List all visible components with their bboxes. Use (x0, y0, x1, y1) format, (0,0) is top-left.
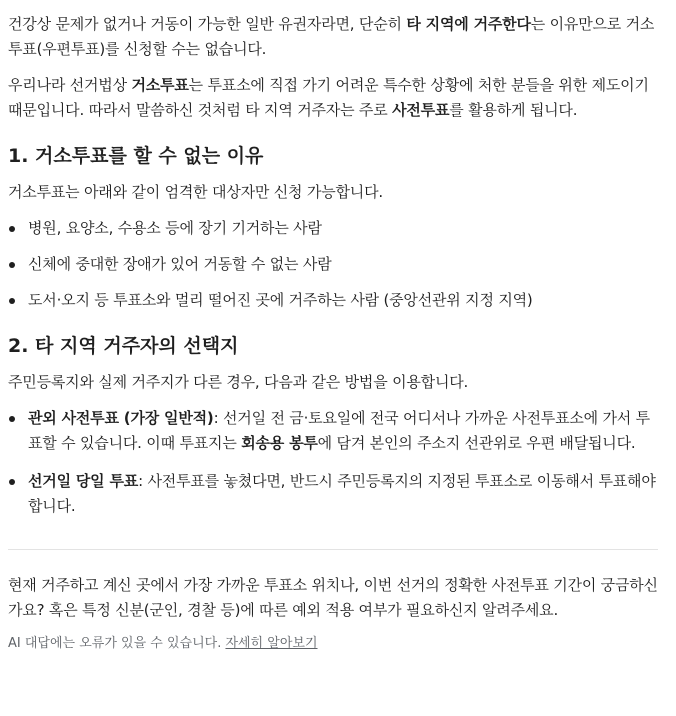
section-heading-1: 1. 거소투표를 할 수 없는 이유 (8, 145, 264, 167)
list-item (8, 252, 658, 277)
bullet-icon (9, 262, 15, 268)
bullet-icon (9, 416, 15, 422)
list-item-text: 병원, 요양소, 수용소 등에 장기 기거하는 사람 (28, 219, 322, 237)
section-intro-1: 거소투표는 아래와 같이 엄격한 대상자만 신청 가능합니다. (8, 183, 383, 201)
text: : 선거일 전 금·토요일에 전국 어디서나 가까운 사전투표소에 가서 투표할 수 있습니다. 이때 투표지는 (28, 409, 650, 452)
divider (8, 549, 658, 550)
bullet-list-1 (8, 216, 658, 313)
bullet-icon (9, 479, 15, 485)
disclaimer-text: AI 대답에는 오류가 있을 수 있습니다. (8, 636, 226, 651)
text: 에 담겨 본인의 주소지 선관위로 우편 배달됩니다. (317, 434, 636, 452)
intro-paragraph-2 (8, 73, 658, 123)
bullet-icon (9, 226, 15, 232)
list-item (8, 469, 658, 519)
bullet-list-2 (8, 406, 658, 519)
text: 는 투표소에 직접 가기 어려운 특수한 상황에 처한 분들을 위한 제도이기 때문입니다. 따라서 말씀하신 것처럼 타 지역 거주자는 주로 (8, 76, 649, 119)
list-item (8, 406, 658, 456)
text: 건강상 문제가 없거나 거동이 가능한 일반 유권자라면, 단순히 (8, 15, 407, 33)
list-item (8, 216, 658, 241)
emphasis-text: 회송용 봉투 (241, 434, 318, 452)
intro-paragraph-1 (8, 12, 658, 62)
list-item-text: 도서·오지 등 투표소와 멀리 떨어진 곳에 거주하는 사람 (중앙선관위 지정 지역) (28, 291, 533, 309)
emphasis-text: 선거일 당일 투표 (28, 472, 139, 490)
section-heading-2: 2. 타 지역 거주자의 선택지 (8, 335, 239, 357)
list-item (8, 288, 658, 313)
text: 를 활용하게 됩니다. (449, 101, 578, 119)
emphasis-text: 거소투표 (131, 76, 189, 94)
text: 는 이유만으로 거소투표(우편투표)를 신청할 수는 없습니다. (8, 15, 655, 58)
learn-more-link[interactable]: 자세히 알아보기 (225, 636, 318, 651)
emphasis-text: 사전투표 (392, 101, 450, 119)
bullet-icon (9, 298, 15, 304)
list-item-text: 신체에 중대한 장애가 있어 거동할 수 없는 사람 (28, 255, 332, 273)
section-intro-2: 주민등록지와 실제 거주지가 다른 경우, 다음과 같은 방법을 이용합니다. (8, 373, 469, 391)
followup-paragraph: 현재 거주하고 계신 곳에서 가장 가까운 투표소 위치나, 이번 선거의 정확한 사전투표 기간이 궁금하신가요? 혹은 특정 신분(군인, 경찰 등)에 따른 예외 적용 여부가 필요하신지 알려주세요. (8, 576, 658, 619)
text: 우리나라 선거법상 (8, 76, 132, 94)
text: : 사전투표를 놓쳤다면, 반드시 주민등록지의 지정된 투표소로 이동해서 투표해야 합니다. (28, 472, 656, 515)
emphasis-text: 관외 사전투표 (가장 일반적) (28, 409, 214, 427)
emphasis-text: 타 지역에 거주한다 (406, 15, 531, 33)
disclaimer (8, 634, 658, 654)
